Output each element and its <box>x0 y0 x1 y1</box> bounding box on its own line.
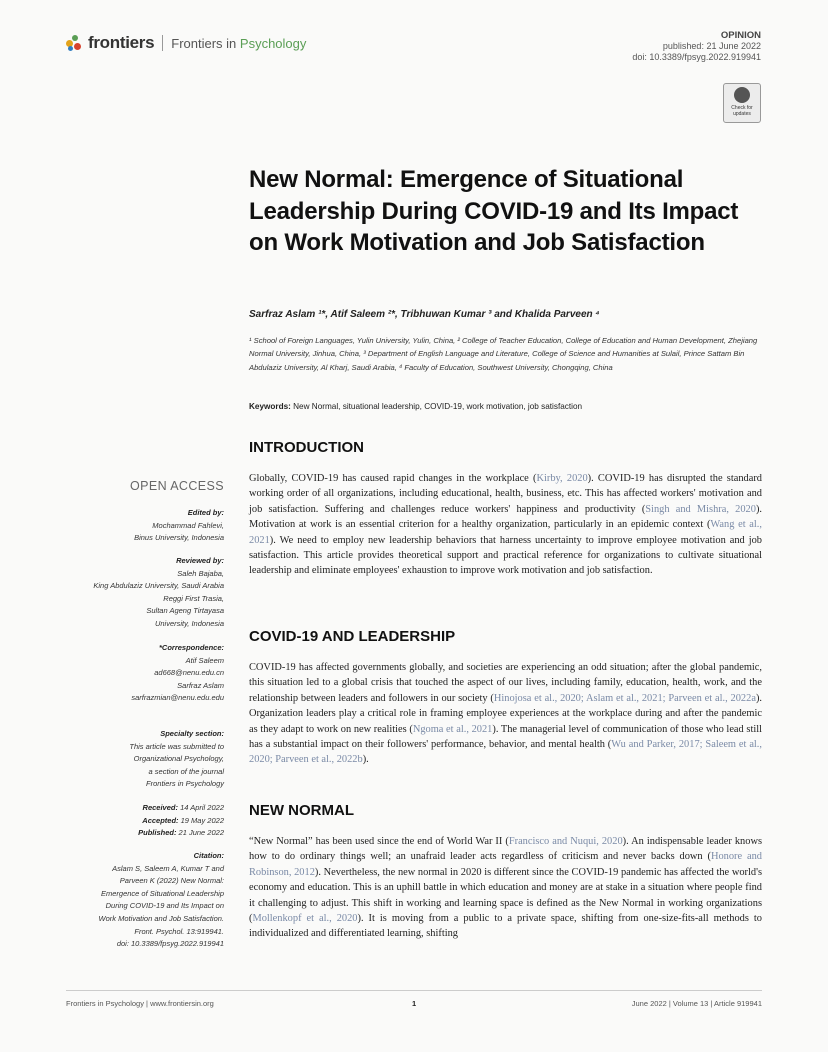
edited-by-names <box>48 520 224 545</box>
citation-link[interactable]: Ngoma et al., 2021 <box>412 723 493 735</box>
sidebar-line: Aslam S, Saleem A, Kumar T and <box>112 863 224 873</box>
sidebar-line: Work Motivation and Job Satisfaction. <box>98 913 224 923</box>
citation-link[interactable]: Hinojosa et al., 2020; Aslam et al., 2021; Parveen et al., 2022a <box>493 692 756 704</box>
published-value: 21 June 2022 <box>176 828 224 838</box>
citation-link[interactable]: Mollenkopf et al., 2020 <box>252 913 358 925</box>
sidebar-line: Emergence of Situational Leadership <box>101 888 224 898</box>
sidebar-line: Sultan Ageng Tirtayasa <box>146 606 224 616</box>
citation-link[interactable]: Honore and Robinson, 2012 <box>249 851 762 878</box>
paragraph-introduction <box>249 471 762 579</box>
body-text: ). COVID-19 has disrupted the standard working order of all organizations, including educational, health, business, etc. This has affected workers' motivation and job satisfaction. Suffering and challenges reduce workers' happiness and productivity ( <box>249 473 762 515</box>
body-text: ). Motivation at work is an essential criterion for a healthy organization, particularly in an epidemic context ( <box>249 503 762 531</box>
body-text: ). Organization leaders play a critical role in framing employee experiences at the workplace during and after the pandemic as they adapt to work on new realities ( <box>249 692 762 735</box>
sidebar-line: ad668@nenu.edu.cn <box>154 668 224 678</box>
body-text: ). <box>362 754 369 766</box>
body-text: ). An indispensable leader knows how to do ordinary things well; an unafraid leader acts regardless of criticism and never backs down ( <box>249 836 762 863</box>
sidebar-line: Organizational Psychology, <box>133 754 224 764</box>
sidebar-line: a section of the journal <box>148 766 224 776</box>
footer-divider <box>66 990 762 991</box>
body-text: ). We need to employ new leadership behaviors that harness uncertainty to improve employee motivation and job satisfaction. This article provides theoretical support and practical reference for organizations to cultivate situational leadership and eliminate employees' exhaustion to improve work motivation and job satisfaction. <box>249 534 762 577</box>
sidebar-specialty <box>48 728 224 791</box>
paragraph-new-normal <box>249 834 762 942</box>
reviewed-by-names <box>48 568 224 631</box>
citation-link[interactable]: Francisco and Nuqui, 2020 <box>508 836 623 847</box>
footer-journal-link[interactable]: Frontiers in Psychology | www.frontiersin.org <box>66 999 214 1008</box>
accepted-label: Accepted: <box>142 815 179 825</box>
article-doi[interactable]: doi: 10.3389/fpsyg.2022.919941 <box>632 52 761 62</box>
edited-by-label: Edited by: <box>187 508 224 517</box>
keywords <box>249 402 582 411</box>
specialty-text <box>48 741 224 791</box>
article-title: New Normal: Emergence of Situational Leadership During COVID-19 and Its Impact on Work Motivation and Job Satisfaction <box>249 166 739 256</box>
accepted-date <box>48 815 224 828</box>
accepted-value: 19 May 2022 <box>178 815 224 825</box>
sidebar-correspondence <box>48 642 224 705</box>
body-text: ). Nevertheless, the new normal in 2020 is different since the COVID-19 pandemic has affected the world's economy and education. This is an uphill battle in which education and money are at stake in a situation where people find it challenging to adjust. This shift in working and learning space is defined as the New Normal in working organizations ( <box>249 866 762 925</box>
body-text: ). The managerial level of communication of those who lead still has a substantial impact on their followers' performance, behavior, and mental health ( <box>249 723 762 751</box>
article-type: OPINION <box>720 30 761 41</box>
body-text: COVID-19 has affected governments globally, and societies are experiencing an odd situation; after the global pandemic, this situation led to a global crisis that touched the aspect of our lives, including family, education, health, work, and the relationship between leaders and followers in our society ( <box>249 662 762 704</box>
section-heading-introduction: INTRODUCTION <box>249 439 364 456</box>
sidebar-citation <box>48 850 224 951</box>
citation-link[interactable]: Singh and Mishra, 2020 <box>645 503 756 515</box>
sidebar-line: Saleh Bajaba, <box>177 568 224 578</box>
sidebar-line: Parveen K (2022) New Normal: <box>119 876 224 886</box>
journal-name[interactable] <box>171 36 306 51</box>
logo-divider <box>162 35 163 51</box>
journal-subject: Psychology <box>239 35 307 51</box>
author-list[interactable]: Sarfraz Aslam ¹*, Atif Saleem ²*, Tribhuwan Kumar ³ and Khalida Parveen ⁴ <box>249 309 600 320</box>
journal-prefix: Frontiers in <box>171 35 240 51</box>
footer-issue-info: June 2022 | Volume 13 | Article 919941 <box>631 999 762 1008</box>
citation-text[interactable] <box>48 863 224 951</box>
section-heading-new-normal: NEW NORMAL <box>249 802 354 819</box>
affiliations: ¹ School of Foreign Languages, Yulin University, Yulin, China, ² College of Teacher Education, College of Education and Human Development, Zhejiang Normal University, Jinhua, China, ³ Department of English Language and Literature, College of Science and Humanities at Sulail, Prince Sattam Bin Abdulaziz University, Al Kharj, Saudi Arabia, ⁴ Faculty of Education, Southwest University, Chongqing, China <box>249 336 758 372</box>
sidebar-line: This article was submitted to <box>129 741 224 751</box>
sidebar-line: Frontiers in Psychology <box>146 779 224 789</box>
published-date: published: 21 June 2022 <box>662 41 761 51</box>
body-text: “New Normal” has been used since the end of World War II ( <box>249 836 509 847</box>
citation-link[interactable]: Kirby, 2020 <box>536 473 588 484</box>
body-text: ). It is moving from a public to a private space, shifting from one-size-fits-all methods to individualized and differentiated learning, shifting <box>249 913 762 940</box>
sidebar-line: University, Indonesia <box>154 618 224 628</box>
brand-name: frontiers <box>88 33 155 52</box>
paragraph-covid-leadership <box>249 660 762 768</box>
sidebar-line: King Abdulaziz University, Saudi Arabia <box>93 581 224 591</box>
specialty-label: Specialty section: <box>160 729 224 738</box>
sidebar-line: sarfrazmian@nenu.edu.edu <box>131 693 224 703</box>
check-updates-icon <box>734 87 750 103</box>
sidebar-line: doi: 10.3389/fpsyg.2022.919941 <box>116 939 224 949</box>
sidebar-line: Mochammad Fahlevi, <box>152 520 224 530</box>
published-date-side <box>48 827 224 840</box>
section-heading-covid-leadership: COVID-19 AND LEADERSHIP <box>249 628 456 645</box>
open-access-label: OPEN ACCESS <box>129 479 224 493</box>
received-label: Received: <box>142 803 178 812</box>
sidebar-line: Front. Psychol. 13:919941. <box>134 926 224 936</box>
body-text: Globally, COVID-19 has caused rapid changes in the workplace ( <box>249 473 537 484</box>
reviewed-by-label: Reviewed by: <box>176 556 224 565</box>
keywords-label: Keywords: <box>249 402 291 411</box>
correspondence-list[interactable] <box>48 655 224 705</box>
citation-link[interactable]: Wang et al., 2021 <box>249 519 762 546</box>
published-label: Published: <box>138 828 177 838</box>
article-meta <box>632 30 761 63</box>
correspondence-label: *Correspondence: <box>158 643 224 652</box>
sidebar-reviewed-by <box>48 555 224 631</box>
sidebar-line: Binus University, Indonesia <box>134 533 224 543</box>
sidebar-line: Sarfraz Aslam <box>177 680 224 690</box>
check-updates-label: Check for updates <box>731 105 753 117</box>
sidebar-line: Atif Saleem <box>185 655 224 665</box>
citation-link[interactable]: Wu and Parker, 2017; Saleem et al., 2020; Parveen et al., 2022b <box>249 739 763 766</box>
frontiers-logo[interactable] <box>66 33 306 53</box>
check-for-updates-button[interactable] <box>723 83 761 123</box>
citation-label: Citation: <box>193 851 224 860</box>
received-value: 14 April 2022 <box>177 803 224 812</box>
sidebar-line: Reggi First Trasia, <box>163 593 224 603</box>
page-number: 1 <box>412 999 417 1008</box>
sidebar-line: During COVID-19 and Its Impact on <box>105 901 224 911</box>
received-date <box>48 802 224 815</box>
keywords-text: New Normal, situational leadership, COVID-19, work motivation, job satisfaction <box>290 402 583 411</box>
sidebar-edited-by <box>48 507 224 545</box>
frontiers-logo-icon <box>66 35 83 52</box>
sidebar-dates <box>48 802 224 840</box>
